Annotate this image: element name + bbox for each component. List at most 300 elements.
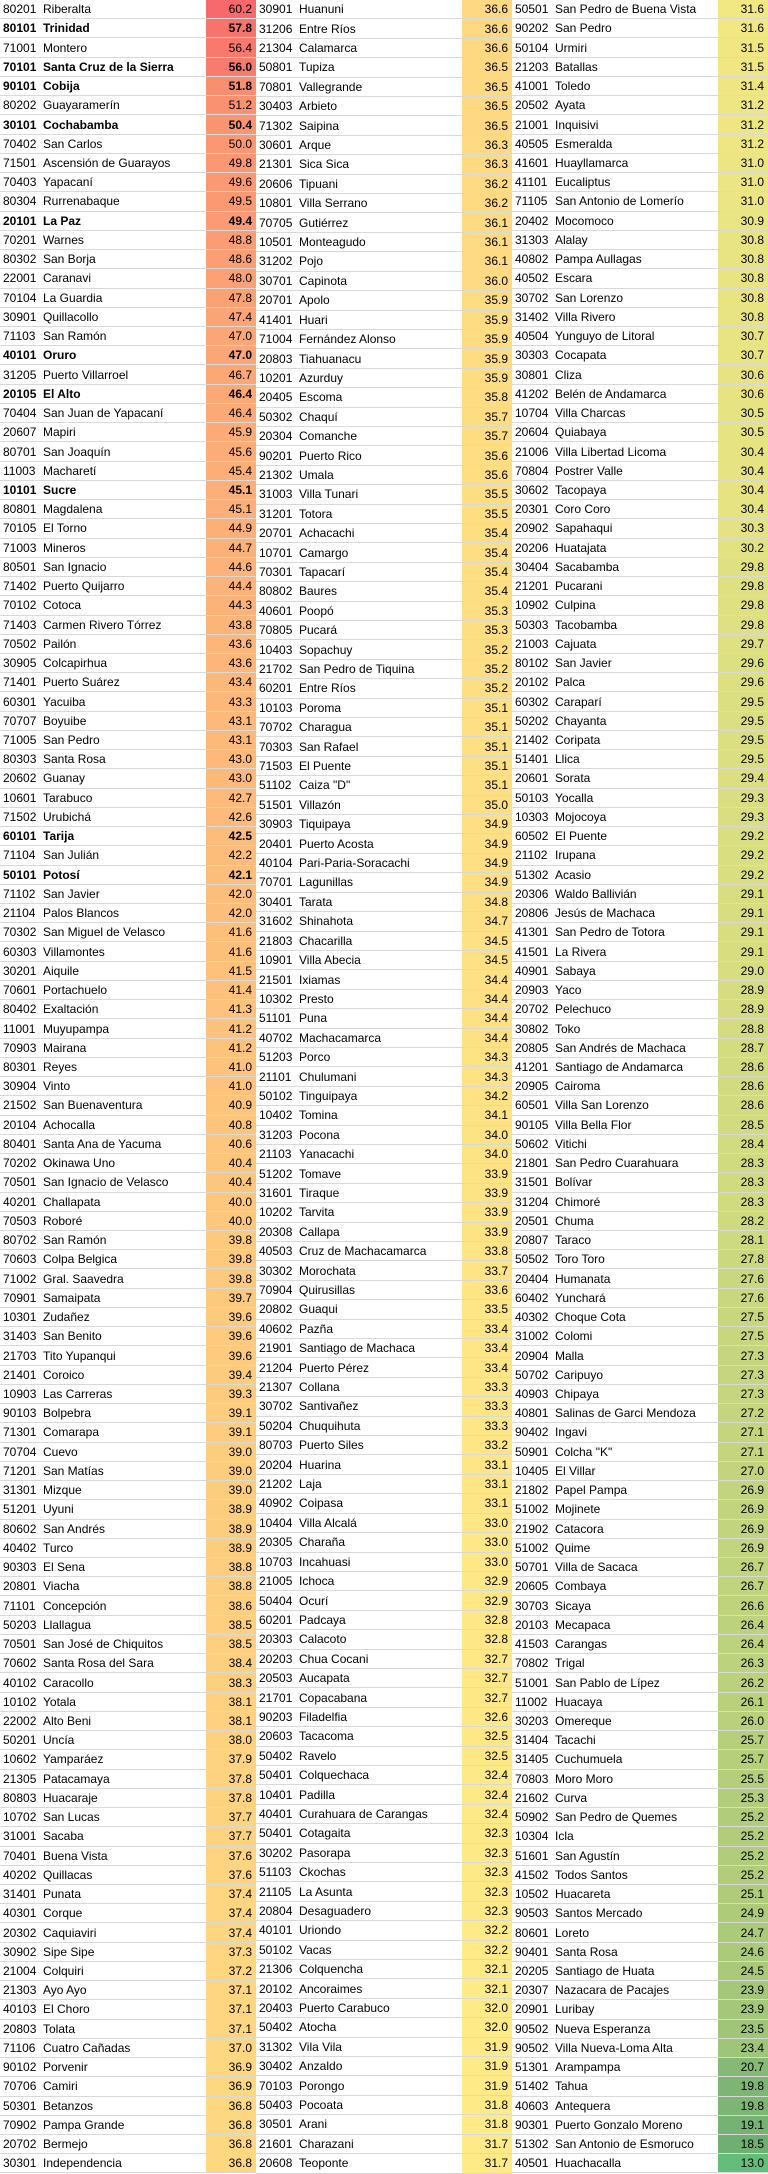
municipality-code: 21103 xyxy=(259,1147,292,1162)
municipality-code: 50401 xyxy=(259,1826,293,1841)
municipality-name: Villa Nueva-Loma Alta xyxy=(555,2040,673,2055)
table-row xyxy=(0,1673,256,1692)
table-row xyxy=(512,1116,768,1135)
municipality-name: Boyuibe xyxy=(43,713,87,728)
value-cell: 37.8 xyxy=(206,1789,256,1807)
municipality-code: 71402 xyxy=(3,579,37,594)
value-cell: 32.3 xyxy=(462,1824,512,1842)
table-row xyxy=(256,1358,512,1377)
value-cell: 43.0 xyxy=(206,750,256,768)
municipality-code: 70903 xyxy=(3,1040,37,1055)
table-row xyxy=(256,427,512,446)
value-cell: 39.8 xyxy=(206,1231,256,1249)
value-cell: 27.3 xyxy=(718,1366,768,1384)
municipality-code: 20101 xyxy=(3,213,37,228)
municipality-code: 30902 xyxy=(3,1944,37,1959)
table-row xyxy=(256,1650,512,1669)
value-cell: 38.6 xyxy=(206,1596,256,1614)
municipality-name: Mapiri xyxy=(43,425,76,440)
value-cell: 33.4 xyxy=(462,1358,512,1376)
municipality-name: Colpa Belgica xyxy=(43,1252,118,1267)
value-cell: 29.6 xyxy=(718,673,768,691)
municipality-name: San Lorenzo xyxy=(555,290,624,305)
value-cell: 47.0 xyxy=(206,346,256,364)
municipality-code: 40702 xyxy=(259,1030,293,1045)
municipality-code: 80304 xyxy=(3,194,37,209)
value-cell: 57.8 xyxy=(206,19,256,37)
table-row xyxy=(256,1397,512,1416)
table-row xyxy=(256,660,512,679)
municipality-name: Tomina xyxy=(299,1108,338,1123)
municipality-name: Tupiza xyxy=(299,60,335,75)
municipality-name: Humanata xyxy=(555,1271,611,1286)
value-cell: 31.6 xyxy=(718,19,768,37)
municipality-name: Sucre xyxy=(43,482,77,497)
municipality-code: 30601 xyxy=(259,138,293,153)
table-row xyxy=(256,1067,512,1086)
municipality-code: 70302 xyxy=(3,925,37,940)
municipality-code: 10404 xyxy=(259,1515,293,1530)
table-row xyxy=(512,558,768,577)
value-cell: 29.5 xyxy=(718,692,768,710)
value-cell: 33.5 xyxy=(462,1300,512,1318)
value-cell: 24.7 xyxy=(718,1923,768,1941)
table-row xyxy=(256,1455,512,1474)
value-cell: 19.8 xyxy=(718,2077,768,2095)
municipality-code: 40901 xyxy=(515,963,549,978)
value-cell: 27.6 xyxy=(718,1289,768,1307)
value-cell: 56.0 xyxy=(206,58,256,76)
municipality-code: 20204 xyxy=(259,1457,293,1472)
table-row xyxy=(0,558,256,577)
table-row xyxy=(256,854,512,873)
municipality-code: 41401 xyxy=(259,312,293,327)
table-row xyxy=(256,2038,512,2057)
value-cell: 33.4 xyxy=(462,1339,512,1357)
municipality-name: Salinas de Garci Mendoza xyxy=(555,1406,696,1421)
municipality-code: 10302 xyxy=(259,991,293,1006)
value-cell: 29.1 xyxy=(718,904,768,922)
value-cell: 32.9 xyxy=(462,1591,512,1609)
municipality-name: Chimoré xyxy=(555,1194,601,1209)
value-cell: 33.0 xyxy=(462,1514,512,1532)
municipality-name: El Torno xyxy=(43,521,87,536)
municipality-name: Catacora xyxy=(555,1521,604,1536)
table-row xyxy=(0,1385,256,1404)
value-cell: 38.9 xyxy=(206,1520,256,1538)
municipality-code: 51501 xyxy=(259,797,293,812)
municipality-code: 20306 xyxy=(515,886,549,901)
municipality-code: 50303 xyxy=(515,617,549,632)
table-row xyxy=(512,1577,768,1596)
table-row xyxy=(0,1193,256,1212)
municipality-code: 70402 xyxy=(3,136,37,151)
table-row xyxy=(512,327,768,346)
table-row xyxy=(0,0,256,19)
municipality-code: 10103 xyxy=(259,700,293,715)
municipality-name: Mineros xyxy=(43,540,86,555)
value-cell: 35.6 xyxy=(462,466,512,484)
municipality-name: Cobija xyxy=(43,79,80,94)
table-row xyxy=(512,1462,768,1481)
municipality-name: Escoma xyxy=(299,390,343,405)
municipality-name: Comarapa xyxy=(43,1425,100,1440)
table-row xyxy=(512,962,768,981)
municipality-name: Portachuelo xyxy=(43,983,108,998)
table-row xyxy=(256,1281,512,1300)
value-cell: 44.6 xyxy=(206,558,256,576)
municipality-code: 71005 xyxy=(3,733,37,748)
municipality-code: 70707 xyxy=(3,713,37,728)
value-cell: 26.0 xyxy=(718,1712,768,1730)
municipality-code: 50202 xyxy=(515,713,549,728)
municipality-name: Sabaya xyxy=(555,963,596,978)
municipality-code: 10202 xyxy=(259,1205,293,1220)
municipality-code: 50403 xyxy=(259,2098,293,2113)
value-cell: 60.2 xyxy=(206,0,256,18)
table-row xyxy=(256,1805,512,1824)
municipality-code: 21501 xyxy=(259,972,293,987)
value-cell: 35.5 xyxy=(462,485,512,503)
table-row xyxy=(512,269,768,288)
municipality-code: 40103 xyxy=(3,2002,37,2017)
value-cell: 31.7 xyxy=(462,2135,512,2153)
value-cell: 41.2 xyxy=(206,1039,256,1057)
municipality-name: Porvenir xyxy=(43,2060,88,2075)
table-row xyxy=(512,1077,768,1096)
municipality-name: Loreto xyxy=(555,1925,590,1940)
table-row xyxy=(256,1164,512,1183)
value-cell: 46.4 xyxy=(206,385,256,403)
municipality-code: 21307 xyxy=(259,1380,293,1395)
municipality-code: 90101 xyxy=(3,79,37,94)
value-cell: 33.0 xyxy=(462,1533,512,1551)
municipality-name: Pucará xyxy=(299,623,338,638)
municipality-code: 70103 xyxy=(259,2078,293,2093)
value-cell: 36.6 xyxy=(462,39,512,57)
table-row xyxy=(0,962,256,981)
municipality-name: Lagunillas xyxy=(299,875,354,890)
municipality-name: Pojo xyxy=(299,254,324,269)
value-cell: 32.0 xyxy=(462,1999,512,2017)
value-cell: 36.9 xyxy=(206,2058,256,2076)
municipality-name: Pailón xyxy=(43,636,77,651)
municipality-code: 21304 xyxy=(259,41,293,56)
municipality-name: Alalay xyxy=(555,232,588,247)
municipality-code: 71301 xyxy=(3,1425,37,1440)
municipality-name: Belén de Andamarca xyxy=(555,386,667,401)
table-row xyxy=(0,2020,256,2039)
table-row xyxy=(256,1902,512,1921)
municipality-name: Laja xyxy=(299,1477,322,1492)
municipality-name: Rurrenabaque xyxy=(43,194,120,209)
table-row xyxy=(512,2077,768,2096)
municipality-name: Totora xyxy=(299,506,333,521)
municipality-code: 80702 xyxy=(3,1233,37,1248)
table-row xyxy=(256,330,512,349)
municipality-code: 70202 xyxy=(3,1156,37,1171)
value-cell: 31.0 xyxy=(718,192,768,210)
municipality-code: 80402 xyxy=(3,1002,37,1017)
table-row xyxy=(512,1808,768,1827)
table-row xyxy=(512,500,768,519)
value-cell: 28.4 xyxy=(718,1135,768,1153)
table-row xyxy=(0,2058,256,2077)
municipality-name: Camargo xyxy=(299,545,349,560)
municipality-code: 20303 xyxy=(259,1632,293,1647)
municipality-code: 31403 xyxy=(3,1329,37,1344)
municipality-code: 20701 xyxy=(259,293,293,308)
municipality-code: 80501 xyxy=(3,559,37,574)
municipality-code: 11002 xyxy=(515,1694,548,1709)
municipality-code: 11003 xyxy=(3,463,36,478)
municipality-code: 30403 xyxy=(259,99,293,114)
table-row xyxy=(256,1941,512,1960)
municipality-code: 90502 xyxy=(515,2021,549,2036)
table-row xyxy=(512,2000,768,2019)
table-row xyxy=(256,1203,512,1222)
municipality-name: San Borja xyxy=(43,252,96,267)
value-cell: 34.9 xyxy=(462,815,512,833)
municipality-name: Puerto Carabuco xyxy=(299,2001,390,2016)
value-cell: 31.0 xyxy=(718,154,768,172)
municipality-code: 70301 xyxy=(259,564,293,579)
value-cell: 30.5 xyxy=(718,423,768,441)
municipality-code: 80602 xyxy=(3,1521,37,1536)
municipality-code: 90201 xyxy=(259,448,293,463)
table-row xyxy=(256,136,512,155)
table-row xyxy=(0,2039,256,2058)
municipality-name: Chuquihuta xyxy=(299,1418,361,1433)
value-cell: 38.1 xyxy=(206,1693,256,1711)
municipality-name: Tacachi xyxy=(555,1733,596,1748)
municipality-name: San Pedro de Totora xyxy=(555,925,665,940)
municipality-code: 70104 xyxy=(3,290,37,305)
municipality-code: 50702 xyxy=(515,1367,549,1382)
value-cell: 32.0 xyxy=(462,2018,512,2036)
value-cell: 27.5 xyxy=(718,1308,768,1326)
municipality-code: 90402 xyxy=(515,1425,549,1440)
table-row xyxy=(0,269,256,288)
municipality-name: Todos Santos xyxy=(555,1867,628,1882)
table-row xyxy=(512,1693,768,1712)
table-row xyxy=(512,96,768,115)
value-cell: 35.8 xyxy=(462,388,512,406)
value-cell: 40.4 xyxy=(206,1173,256,1191)
municipality-code: 21306 xyxy=(259,1962,293,1977)
municipality-name: Quime xyxy=(555,1540,591,1555)
municipality-name: Nueva Esperanza xyxy=(555,2021,651,2036)
value-cell: 36.1 xyxy=(462,233,512,251)
municipality-code: 10801 xyxy=(259,196,293,211)
municipality-name: Caripuyo xyxy=(555,1367,604,1382)
municipality-code: 22002 xyxy=(3,1713,37,1728)
value-cell: 36.2 xyxy=(462,194,512,212)
value-cell: 28.6 xyxy=(718,1096,768,1114)
table-row xyxy=(0,596,256,615)
value-cell: 39.0 xyxy=(206,1443,256,1461)
value-cell: 34.4 xyxy=(462,1029,512,1047)
table-row xyxy=(256,2096,512,2115)
municipality-code: 51102 xyxy=(259,778,292,793)
municipality-code: 60101 xyxy=(3,829,37,844)
municipality-code: 31404 xyxy=(515,1733,549,1748)
municipality-name: Luribay xyxy=(555,2002,595,2017)
value-cell: 36.8 xyxy=(206,2116,256,2134)
municipality-name: Corque xyxy=(43,1906,83,1921)
municipality-name: Tiahuanacu xyxy=(299,351,362,366)
municipality-name: Urmiri xyxy=(555,40,587,55)
table-row xyxy=(512,846,768,865)
municipality-code: 90503 xyxy=(515,1906,549,1921)
municipality-code: 70701 xyxy=(259,875,293,890)
municipality-name: Tiquipaya xyxy=(299,817,351,832)
value-cell: 36.5 xyxy=(462,116,512,134)
value-cell: 35.4 xyxy=(462,582,512,600)
municipality-name: Villa Serrano xyxy=(299,196,368,211)
municipality-name: Poroma xyxy=(299,700,342,715)
municipality-name: Postrer Valle xyxy=(555,463,623,478)
municipality-code: 41001 xyxy=(515,79,549,94)
table-row xyxy=(256,737,512,756)
municipality-name: Puerto Pérez xyxy=(299,1360,370,1375)
municipality-name: Copacabana xyxy=(299,1690,368,1705)
value-cell: 38.8 xyxy=(206,1577,256,1595)
municipality-name: La Guardia xyxy=(43,290,103,305)
table-row xyxy=(256,349,512,368)
value-cell: 34.5 xyxy=(462,932,512,950)
value-cell: 33.8 xyxy=(462,1242,512,1260)
municipality-code: 40401 xyxy=(259,1806,293,1821)
municipality-name: San Andrés xyxy=(43,1521,106,1536)
table-row xyxy=(0,846,256,865)
municipality-name: Porco xyxy=(299,1050,331,1065)
municipality-code: 51002 xyxy=(515,1502,549,1517)
table-row xyxy=(256,1048,512,1067)
municipality-code: 30905 xyxy=(3,656,37,671)
value-cell: 39.0 xyxy=(206,1481,256,1499)
municipality-name: Machacamarca xyxy=(299,1030,382,1045)
municipality-code: 20404 xyxy=(515,1271,549,1286)
municipality-code: 20805 xyxy=(515,1040,549,1055)
municipality-name: San Buenaventura xyxy=(43,1098,143,1113)
municipality-name: San Miguel de Velasco xyxy=(43,925,166,940)
municipality-code: 21303 xyxy=(3,1983,37,1998)
municipality-name: Villa Bella Flor xyxy=(555,1117,632,1132)
table-row xyxy=(512,1193,768,1212)
municipality-name: Ichoca xyxy=(299,1574,335,1589)
municipality-code: 10702 xyxy=(3,1810,37,1825)
municipality-name: Azurduy xyxy=(299,370,344,385)
value-cell: 46.7 xyxy=(206,365,256,383)
table-row xyxy=(512,1616,768,1635)
value-cell: 36.3 xyxy=(462,136,512,154)
table-row xyxy=(0,1847,256,1866)
table-row xyxy=(256,1378,512,1397)
municipality-name: La Paz xyxy=(43,213,82,228)
value-cell: 38.9 xyxy=(206,1500,256,1518)
value-cell: 24.9 xyxy=(718,1904,768,1922)
value-cell: 25.1 xyxy=(718,1885,768,1903)
value-cell: 38.8 xyxy=(206,1558,256,1576)
municipality-code: 30703 xyxy=(515,1598,549,1613)
table-row xyxy=(0,1058,256,1077)
municipality-name: Achacachi xyxy=(299,526,355,541)
municipality-name: Viacha xyxy=(43,1579,80,1594)
value-cell: 27.0 xyxy=(718,1462,768,1480)
value-cell: 39.6 xyxy=(206,1308,256,1326)
municipality-code: 10903 xyxy=(3,1386,37,1401)
table-row xyxy=(0,1577,256,1596)
value-cell: 48.0 xyxy=(206,269,256,287)
value-cell: 41.6 xyxy=(206,923,256,941)
value-cell: 26.4 xyxy=(718,1616,768,1634)
table-row xyxy=(0,731,256,750)
table-row xyxy=(0,673,256,692)
table-row xyxy=(512,1231,768,1250)
municipality-code: 40603 xyxy=(515,2098,549,2113)
municipality-code: 20102 xyxy=(259,1981,293,1996)
table-row xyxy=(0,654,256,673)
value-cell: 30.4 xyxy=(718,481,768,499)
municipality-code: 20203 xyxy=(259,1651,293,1666)
table-row xyxy=(256,175,512,194)
municipality-code: 40902 xyxy=(259,1496,293,1511)
value-cell: 23.4 xyxy=(718,2039,768,2057)
municipality-name: San Pedro xyxy=(555,21,612,36)
value-cell: 32.6 xyxy=(462,1708,512,1726)
municipality-name: Sorata xyxy=(555,771,591,786)
value-cell: 32.3 xyxy=(462,1902,512,1920)
municipality-name: Warnes xyxy=(43,232,84,247)
value-cell: 35.2 xyxy=(462,679,512,697)
table-row xyxy=(256,621,512,640)
municipality-code: 20605 xyxy=(515,1579,549,1594)
municipality-code: 40201 xyxy=(3,1194,37,1209)
table-row xyxy=(512,289,768,308)
table-row xyxy=(0,96,256,115)
value-cell: 37.0 xyxy=(206,2039,256,2057)
value-cell: 35.5 xyxy=(462,505,512,523)
municipality-code: 70105 xyxy=(3,521,37,536)
value-cell: 31.9 xyxy=(462,2057,512,2075)
table-row xyxy=(0,1135,256,1154)
value-cell: 30.4 xyxy=(718,500,768,518)
table-row xyxy=(512,2154,768,2173)
municipality-code: 40102 xyxy=(3,1675,37,1690)
municipality-name: Tacacoma xyxy=(299,1729,354,1744)
table-row xyxy=(0,923,256,942)
value-cell: 32.3 xyxy=(462,1844,512,1862)
value-cell: 28.3 xyxy=(718,1154,768,1172)
municipality-name: Tarata xyxy=(299,894,333,909)
municipality-code: 51201 xyxy=(3,1502,37,1517)
value-cell: 47.8 xyxy=(206,289,256,307)
municipality-code: 51202 xyxy=(259,1166,293,1181)
value-cell: 29.8 xyxy=(718,596,768,614)
value-cell: 43.8 xyxy=(206,616,256,634)
municipality-name: San José de Chiquitos xyxy=(43,1637,164,1652)
municipality-code: 50201 xyxy=(3,1733,37,1748)
value-cell: 37.1 xyxy=(206,2000,256,2018)
table-row xyxy=(512,154,768,173)
municipality-code: 30802 xyxy=(515,1021,549,1036)
municipality-name: San Ignacio de Velasco xyxy=(43,1175,169,1190)
value-cell: 36.1 xyxy=(462,213,512,231)
value-cell: 28.9 xyxy=(718,1000,768,1018)
municipality-name: Uyuni xyxy=(43,1502,74,1517)
value-cell: 39.6 xyxy=(206,1346,256,1364)
